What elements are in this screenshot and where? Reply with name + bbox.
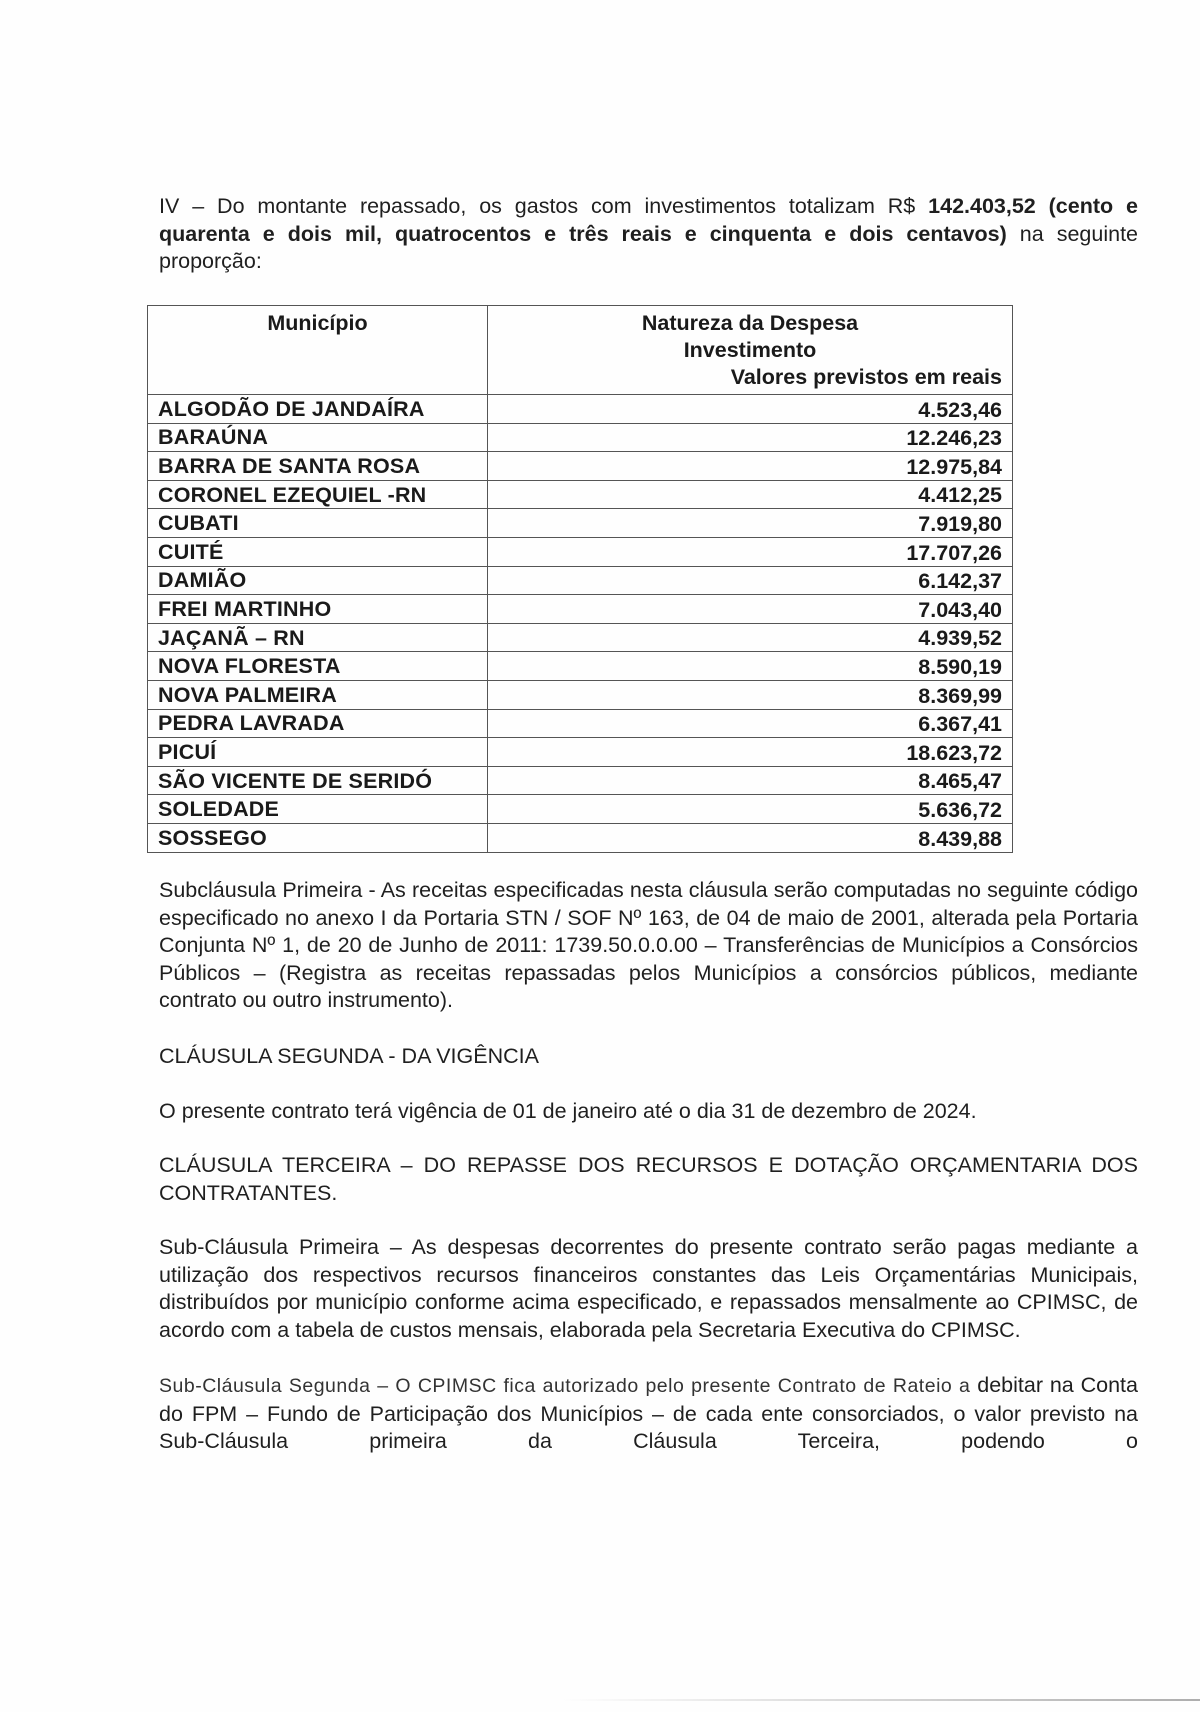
municipio-cell: CORONEL EZEQUIEL -RN [148,480,488,509]
municipio-cell: CUITÉ [148,537,488,566]
table-row [148,509,1013,538]
total-amount-words: (cento e quarenta e dois mil, quatrocentos e três reais e cinquenta e dois centavos) [159,194,1138,246]
table-row [148,480,1013,509]
municipio-cell: CUBATI [148,509,488,538]
valor-cell: 4.939,52 [488,623,1013,652]
municipio-cell: NOVA PALMEIRA [148,680,488,709]
sub-clausula-segunda [159,1372,1138,1456]
intro-paragraph [159,193,1138,276]
table-row [148,452,1013,481]
municipio-cell: NOVA FLORESTA [148,652,488,681]
header-valores-line: Valores previstos em reais [730,365,1002,389]
clausula-terceira-title: CLÁUSULA TERCEIRA – DO REPASSE DOS RECURSOS E DOTAÇÃO ORÇAMENTARIA DOS CONTRATANTES. [159,1153,1138,1205]
table-row [148,738,1013,767]
table-row [148,709,1013,738]
vigencia-text: O presente contrato terá vigência de 01 de janeiro até o dia 31 de dezembro de 2024. [159,1099,977,1123]
municipio-cell: DAMIÃO [148,566,488,595]
sub-clausula-segunda-rest: debitar na Conta do FPM – Fundo de Participação dos Municípios – de cada ente consorciados, o valor previsto na Sub-Cláusula primeira da Cláusula Terceira, podendo o [159,1373,1138,1453]
table-row [148,537,1013,566]
valor-cell: 5.636,72 [488,795,1013,824]
municipio-cell: SOLEDADE [148,795,488,824]
table-row [148,680,1013,709]
valor-cell: 17.707,26 [488,537,1013,566]
table-row [148,795,1013,824]
table-row [148,652,1013,681]
table-row [148,423,1013,452]
valor-cell: 4.523,46 [488,395,1013,424]
valor-cell: 6.142,37 [488,566,1013,595]
table-body [148,395,1013,853]
municipio-cell: BARRA DE SANTA ROSA [148,452,488,481]
table-row [148,823,1013,852]
municipio-cell: PEDRA LAVRADA [148,709,488,738]
header-municipio: Município [148,306,488,395]
sub-clausula-segunda-first-line: Sub-Cláusula Segunda – O CPIMSC fica autorizado pelo presente Contrato de Rateio a [159,1375,971,1397]
valor-cell: 12.975,84 [488,452,1013,481]
valor-cell: 6.367,41 [488,709,1013,738]
valor-cell: 7.043,40 [488,595,1013,624]
table-row [148,766,1013,795]
valor-cell: 7.919,80 [488,509,1013,538]
municipio-cell: ALGODÃO DE JANDAÍRA [148,395,488,424]
valor-cell: 8.369,99 [488,680,1013,709]
municipio-cell: PICUÍ [148,738,488,767]
clausula-segunda-title: CLÁUSULA SEGUNDA - DA VIGÊNCIA [159,1044,539,1068]
intro-suffix: na seguinte proporção: [159,221,1138,273]
municipio-cell: JAÇANÃ – RN [148,623,488,652]
municipio-cell: SÃO VICENTE DE SERIDÓ [148,766,488,795]
table-header-row [148,306,1013,395]
table-row [148,566,1013,595]
valor-cell: 18.623,72 [488,738,1013,767]
investment-table [147,305,1013,853]
subclausula-primeira: Subcláusula Primeira - As receitas especificadas nesta cláusula serão computadas no seguinte código especificado no anexo I da Portaria STN / SOF Nº 163, de 04 de maio de 2001, alterada pela Portaria Conjunta Nº 1, de 20 de Junho de 2011: 1739.50.0.0.00 – Transferências de Municípios a Consórcios Públicos – (Registra as receitas repassadas pelos Municípios a consórcios públicos, mediante contrato ou outro instrumento). [159,878,1138,1012]
header-natureza-line: Natureza da Despesa [641,311,859,335]
table-row [148,623,1013,652]
municipio-cell: BARAÚNA [148,423,488,452]
valor-cell: 4.412,25 [488,480,1013,509]
municipio-cell: FREI MARTINHO [148,595,488,624]
header-investimento-line: Investimento [683,338,817,362]
municipio-cell: SOSSEGO [148,823,488,852]
valor-cell: 8.465,47 [488,766,1013,795]
sub-clausula-primeira: Sub-Cláusula Primeira – As despesas decorrentes do presente contrato serão pagas mediante a utilização dos respectivos recursos financeiros constantes das Leis Orçamentárias Municipais, distribuídos por município conforme acima especificado, e repassados mensalmente ao CPIMSC, de acordo com a tabela de custos mensais, elaborada pela Secretaria Executiva do CPIMSC. [159,1235,1138,1342]
total-amount: 142.403,52 [928,194,1036,218]
scan-artifact-line [560,1699,1200,1701]
table-row [148,395,1013,424]
valor-cell: 8.439,88 [488,823,1013,852]
valor-cell: 12.246,23 [488,423,1013,452]
valor-cell: 8.590,19 [488,652,1013,681]
header-natureza [488,306,1013,395]
intro-prefix: IV – Do montante repassado, os gastos com investimentos totalizam R$ [159,194,929,218]
table-row [148,595,1013,624]
